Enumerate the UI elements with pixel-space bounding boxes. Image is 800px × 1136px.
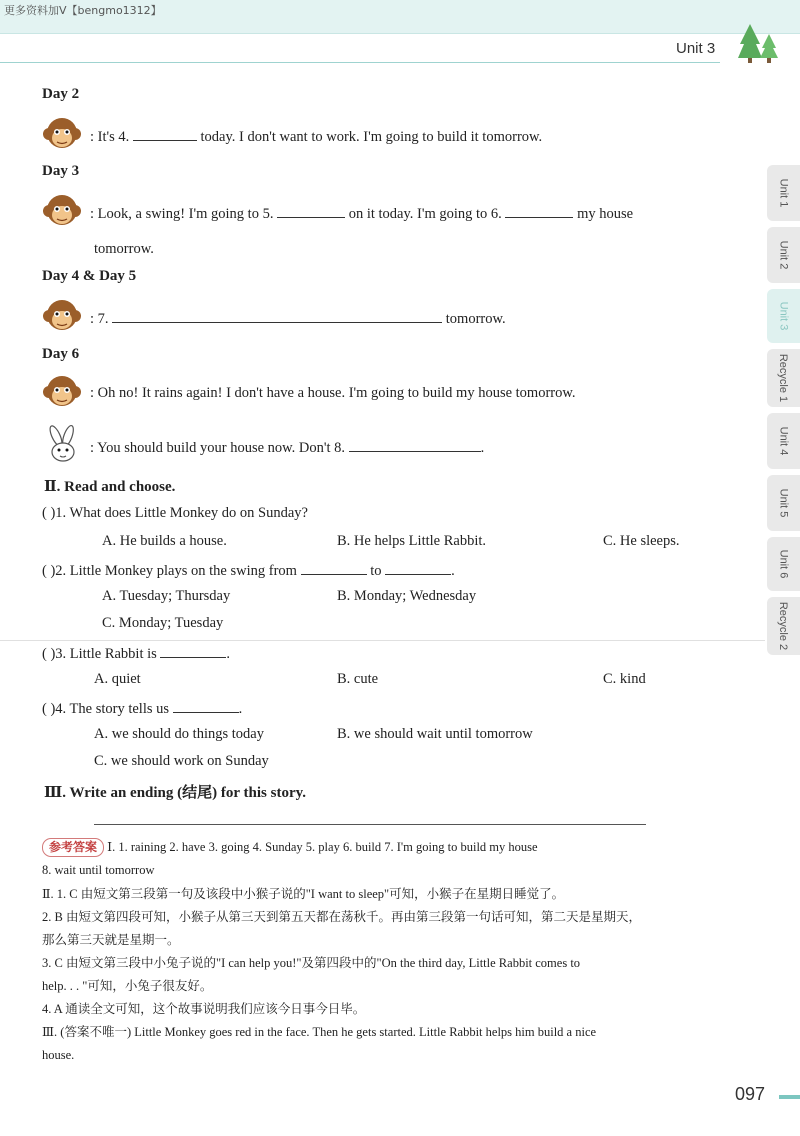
story-line: : Look, a swing! I'm going to 5. on it today. I'm going to 6. my house — [90, 203, 633, 223]
story-line: : It's 4. today. I don't want to work. I'm going to build it tomorrow. — [90, 126, 542, 146]
answer-key: 参考答案 Ⅰ. 1. raining 2. have 3. going 4. Sunday 5. play 6. build 7. I'm going to build my house 8. wait until tomorrow Ⅱ. 1. C 由短文第三段第一句及该段中小猴子说的"I want to sleep"可知，小猴子在星期日睡觉了。 2. B 由短文第四段可知，小猴子从第三天到第五天都在荡秋千。再由第三段第一句话可知，第二天是星期天， 那么第三天就是星期一。 3. C 由短文第三段中小兔子说的"I can help you!"及第四段中的"On the third day, Little Rabbit comes to help. . . "可知，小兔子很友好。 4. A 通读全文可知，这个故事说明我们应该今日事今日毕。 Ⅲ. (答案不唯一) Little Monkey goes red in the face. Then he gets started. Little Rabbit helps him build a nice house. — [42, 840, 641, 1063]
answer-badge: 参考答案 — [42, 838, 104, 857]
tab-recycle-1[interactable]: Recycle 1 — [767, 349, 800, 407]
question-4: ( )4. The story tells us . — [42, 698, 242, 718]
blank[interactable] — [160, 643, 226, 658]
story-line: tomorrow. — [94, 241, 154, 257]
story-line: : You should build your house now. Don't 8. . — [90, 437, 484, 457]
option-c: C. Monday; Tuesday — [102, 615, 224, 631]
question-1: ( )1. What does Little Monkey do on Sunday? — [42, 505, 308, 521]
day-heading: Day 6 — [42, 346, 80, 362]
section-title: Ⅱ. Read and choose. — [44, 479, 176, 495]
option-b: B. Monday; Wednesday — [337, 588, 477, 604]
option-a: A. Tuesday; Thursday — [102, 588, 231, 604]
writing-line[interactable] — [94, 824, 646, 825]
blank-6[interactable] — [505, 203, 573, 218]
watermark-text: 更多资料加V【bengmo1312】 — [4, 4, 162, 17]
tab-unit-2[interactable]: Unit 2 — [767, 227, 800, 283]
blank[interactable] — [385, 560, 451, 575]
monkey-icon — [42, 372, 82, 412]
story-line: : 7. tomorrow. — [90, 308, 506, 328]
blank-8[interactable] — [349, 437, 481, 452]
blank-4[interactable] — [133, 126, 197, 141]
tab-unit-5[interactable]: Unit 5 — [767, 475, 800, 531]
option-a: A. He builds a house. — [102, 533, 227, 549]
question-2: ( )2. Little Monkey plays on the swing from to . — [42, 560, 455, 580]
option-c: C. we should work on Sunday — [94, 753, 269, 769]
tab-unit-4[interactable]: Unit 4 — [767, 413, 800, 469]
option-b: B. cute — [337, 671, 379, 687]
answer-paren[interactable]: ( ) — [42, 701, 56, 717]
day-heading: Day 4 & Day 5 — [42, 268, 137, 284]
monkey-icon — [42, 296, 82, 336]
blank-7[interactable] — [112, 308, 442, 323]
option-a: A. quiet — [94, 671, 141, 687]
blank[interactable] — [301, 560, 367, 575]
question-3: ( )3. Little Rabbit is . — [42, 643, 230, 663]
unit-title: Unit 3 — [676, 40, 716, 57]
page-number-accent — [779, 1095, 800, 1099]
tab-recycle-2[interactable]: Recycle 2 — [767, 597, 800, 655]
tab-unit-1[interactable]: Unit 1 — [767, 165, 800, 221]
day-heading: Day 3 — [42, 163, 80, 179]
tab-unit-6[interactable]: Unit 6 — [767, 537, 800, 591]
answer-paren[interactable]: ( ) — [42, 505, 56, 521]
option-b: B. we should wait until tomorrow — [337, 726, 533, 742]
option-c: C. He sleeps. — [603, 533, 680, 549]
answer-paren[interactable]: ( ) — [42, 563, 56, 579]
monkey-icon — [42, 114, 82, 154]
day-heading: Day 2 — [42, 86, 80, 102]
option-a: A. we should do things today — [94, 726, 264, 742]
page-divider — [0, 640, 765, 641]
option-b: B. He helps Little Rabbit. — [337, 533, 487, 549]
answer-paren[interactable]: ( ) — [42, 646, 56, 662]
header-divider — [0, 62, 720, 63]
blank[interactable] — [173, 698, 239, 713]
monkey-icon — [42, 191, 82, 231]
story-line: : Oh no! It rains again! I don't have a house. I'm going to build my house tomorrow. — [90, 385, 576, 401]
option-c: C. kind — [603, 671, 646, 687]
tree-icon — [736, 22, 780, 64]
rabbit-icon — [42, 424, 82, 464]
blank-5[interactable] — [277, 203, 345, 218]
section-title: Ⅲ. Write an ending (结尾) for this story. — [44, 785, 307, 801]
tab-unit-3[interactable]: Unit 3 — [767, 289, 800, 343]
page-number: 097 — [735, 1084, 766, 1104]
